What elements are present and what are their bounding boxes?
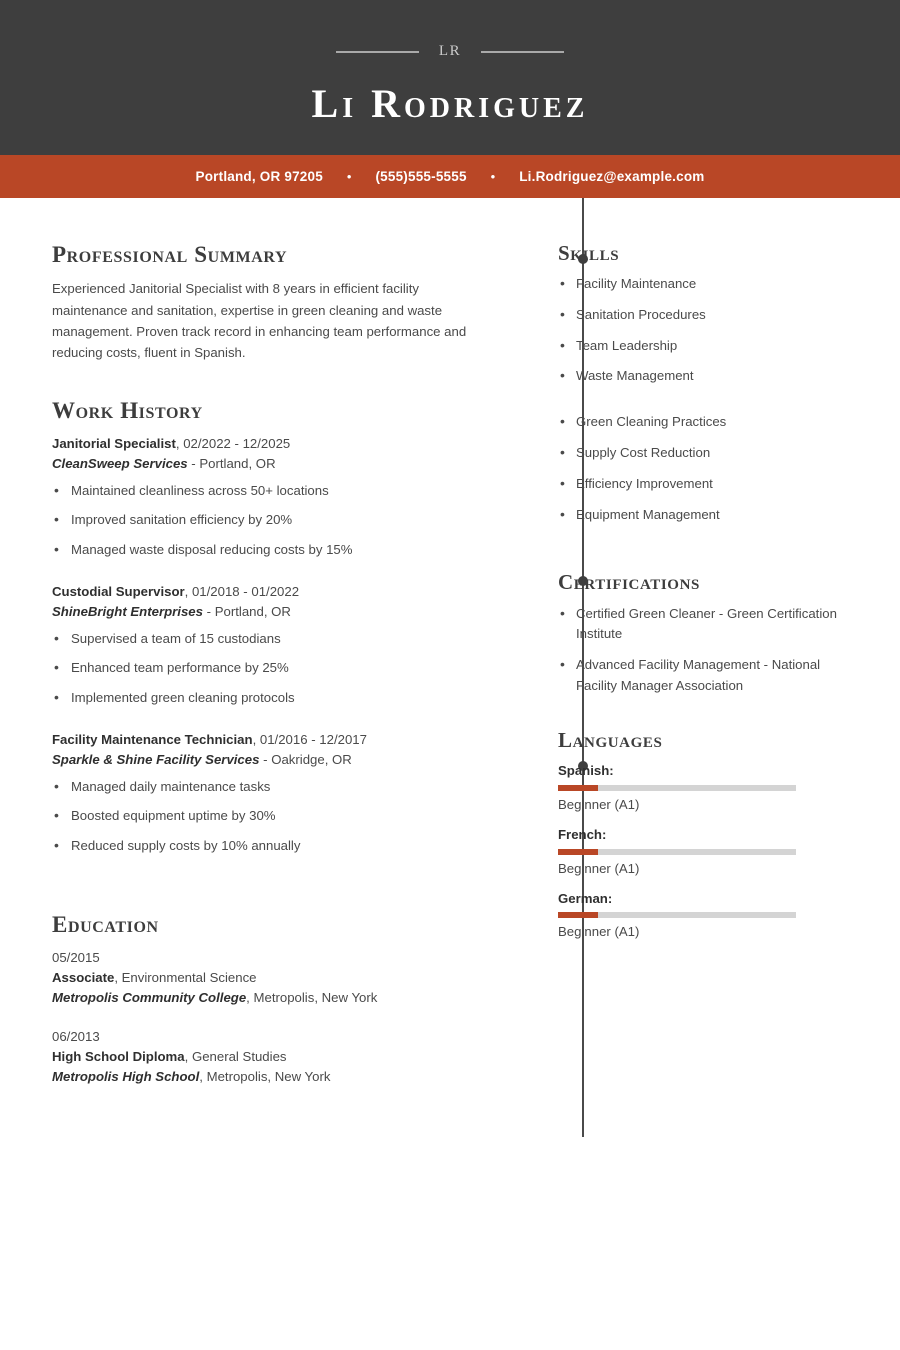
job-title: Facility Maintenance Technician <box>52 732 253 748</box>
language-proficiency-bar <box>558 849 796 855</box>
contact-phone: (555)555-5555 <box>375 169 467 184</box>
job-bullet: • Managed daily maintenance tasks <box>52 777 495 797</box>
education-school: Metropolis Community College <box>52 990 247 1006</box>
candidate-name: Li Rodriguez <box>311 81 589 126</box>
section-heading-languages: Languages <box>558 728 663 753</box>
skill-item: • Waste Management <box>558 366 848 386</box>
spacer <box>52 878 495 912</box>
monogram-rule-right <box>481 51 564 53</box>
education-school-line: Metropolis Community College, Metropolis, New York <box>52 990 378 1006</box>
job-company-line: CleanSweep Services - Portland, OR <box>52 455 276 471</box>
summary-text: Experienced Janitorial Specialist with 8 years in efficient facility maintenance and sanitation, expertise in green cleaning and waste management. Proven track record in enhancing team performance and reducing costs, fluent in Spanish. <box>52 281 467 361</box>
certification-item: • Advanced Facility Management - National Facility Manager Association <box>558 655 848 696</box>
section-heading-certifications: Certifications <box>558 570 700 595</box>
education-entry <box>52 948 495 1008</box>
language-proficiency-bar <box>558 912 796 918</box>
job-company-line: ShineBright Enterprises - Portland, OR <box>52 603 291 619</box>
contact-location: Portland, OR 97205 <box>195 169 323 184</box>
education-date: 06/2013 <box>52 1028 100 1044</box>
job-entry <box>52 730 495 856</box>
certification-item: • Certified Green Cleaner - Green Certification Institute <box>558 604 848 645</box>
job-dates: 01/2016 - 12/2017 <box>259 732 367 748</box>
education-field: Environmental Science <box>121 970 257 986</box>
education-school: Metropolis High School <box>52 1068 200 1084</box>
skill-item: • Equipment Management <box>558 505 848 525</box>
language-name: German: <box>558 890 613 906</box>
education-degree-line: Associate, Environmental Science <box>52 970 257 986</box>
job-title-line <box>52 582 495 602</box>
resume-body <box>0 198 900 1105</box>
section-heading-education: Education <box>52 912 159 938</box>
skill-item: • Supply Cost Reduction <box>558 443 848 463</box>
certification-list <box>558 604 848 697</box>
job-title-line <box>52 730 495 750</box>
skill-item: • Green Cleaning Practices <box>558 412 848 432</box>
job-bullet: • Improved sanitation efficiency by 20% <box>52 510 495 530</box>
skill-list-group-one <box>558 274 848 386</box>
job-bullet: • Reduced supply costs by 10% annually <box>52 836 495 856</box>
job-entry <box>52 434 495 560</box>
language-level: Beginner (A1) <box>558 860 640 876</box>
spacer <box>558 707 848 729</box>
job-company: Sparkle & Shine Facility Services <box>52 751 260 767</box>
education-field: General Studies <box>191 1048 287 1064</box>
spacer <box>558 535 848 571</box>
monogram-rule-left <box>336 51 419 53</box>
job-bullet-list <box>52 777 495 856</box>
education-location: Metropolis, New York <box>253 990 378 1006</box>
section-heading-work-history: Work History <box>52 397 203 423</box>
resume-header <box>0 0 900 155</box>
education-school-line: Metropolis High School, Metropolis, New York <box>52 1068 331 1084</box>
education-degree: Associate <box>52 970 115 986</box>
monogram-initials: LR <box>438 43 462 59</box>
job-bullet: • Implemented green cleaning protocols <box>52 688 495 708</box>
education-location: Metropolis, New York <box>206 1068 331 1084</box>
job-title-line <box>52 434 495 454</box>
skill-item: • Team Leadership <box>558 336 848 356</box>
language-name: French: <box>558 827 607 843</box>
language-entry <box>558 825 848 879</box>
spacer <box>558 397 848 412</box>
spacer <box>52 364 495 398</box>
skill-item: • Efficiency Improvement <box>558 474 848 494</box>
job-dates-wrap: , 01/2018 - 01/2022 <box>184 584 300 600</box>
education-date: 05/2015 <box>52 950 100 966</box>
contact-bar <box>0 155 900 198</box>
job-bullet-list <box>52 629 495 708</box>
monogram-row <box>336 44 564 59</box>
job-entry <box>52 582 495 708</box>
skill-item: • Facility Maintenance <box>558 274 848 294</box>
contact-email: Li.Rodriguez@example.com <box>519 169 705 184</box>
job-dates-wrap: , 02/2022 - 12/2025 <box>175 436 291 452</box>
right-column <box>530 198 900 1105</box>
left-column <box>0 198 530 1105</box>
education-degree: High School Diploma <box>52 1048 185 1064</box>
job-bullet: • Maintained cleanliness across 50+ locations <box>52 481 495 501</box>
language-entry <box>558 761 848 815</box>
language-level: Beginner (A1) <box>558 797 640 813</box>
job-bullet: • Managed waste disposal reducing costs by 15% <box>52 540 495 560</box>
job-company-line: Sparkle & Shine Facility Services - Oakridge, OR <box>52 751 352 767</box>
job-location: Portland, OR <box>199 455 276 471</box>
job-bullet-list <box>52 481 495 560</box>
language-proficiency-fill <box>558 849 598 855</box>
job-dates-wrap: , 01/2016 - 12/2017 <box>252 732 367 748</box>
job-title: Janitorial Specialist <box>52 436 176 452</box>
education-degree-line: High School Diploma, General Studies <box>52 1048 287 1064</box>
job-location: Oakridge, OR <box>271 751 352 767</box>
job-dates: 01/2018 - 01/2022 <box>191 584 300 600</box>
language-level: Beginner (A1) <box>558 924 640 940</box>
skill-item: • Sanitation Procedures <box>558 305 848 325</box>
contact-separator: • <box>490 169 496 184</box>
job-location: Portland, OR <box>214 603 291 619</box>
job-bullet: • Boosted equipment uptime by 30% <box>52 806 495 826</box>
section-heading-summary: Professional Summary <box>52 242 288 267</box>
skill-list-group-two <box>558 412 848 524</box>
language-entry <box>558 889 848 943</box>
job-bullet: • Enhanced team performance by 25% <box>52 658 495 678</box>
language-proficiency-fill <box>558 912 598 918</box>
job-bullet: • Supervised a team of 15 custodians <box>52 629 495 649</box>
language-proficiency-bar <box>558 785 796 791</box>
language-proficiency-fill <box>558 785 598 791</box>
language-name: Spanish: <box>558 763 614 779</box>
contact-separator: • <box>346 169 352 184</box>
job-company: CleanSweep Services <box>52 455 188 471</box>
education-entry <box>52 1027 495 1087</box>
job-company: ShineBright Enterprises <box>52 603 203 619</box>
section-heading-skills: Skills <box>558 241 620 265</box>
job-dates: 02/2022 - 12/2025 <box>183 436 291 452</box>
job-title: Custodial Supervisor <box>52 584 185 600</box>
